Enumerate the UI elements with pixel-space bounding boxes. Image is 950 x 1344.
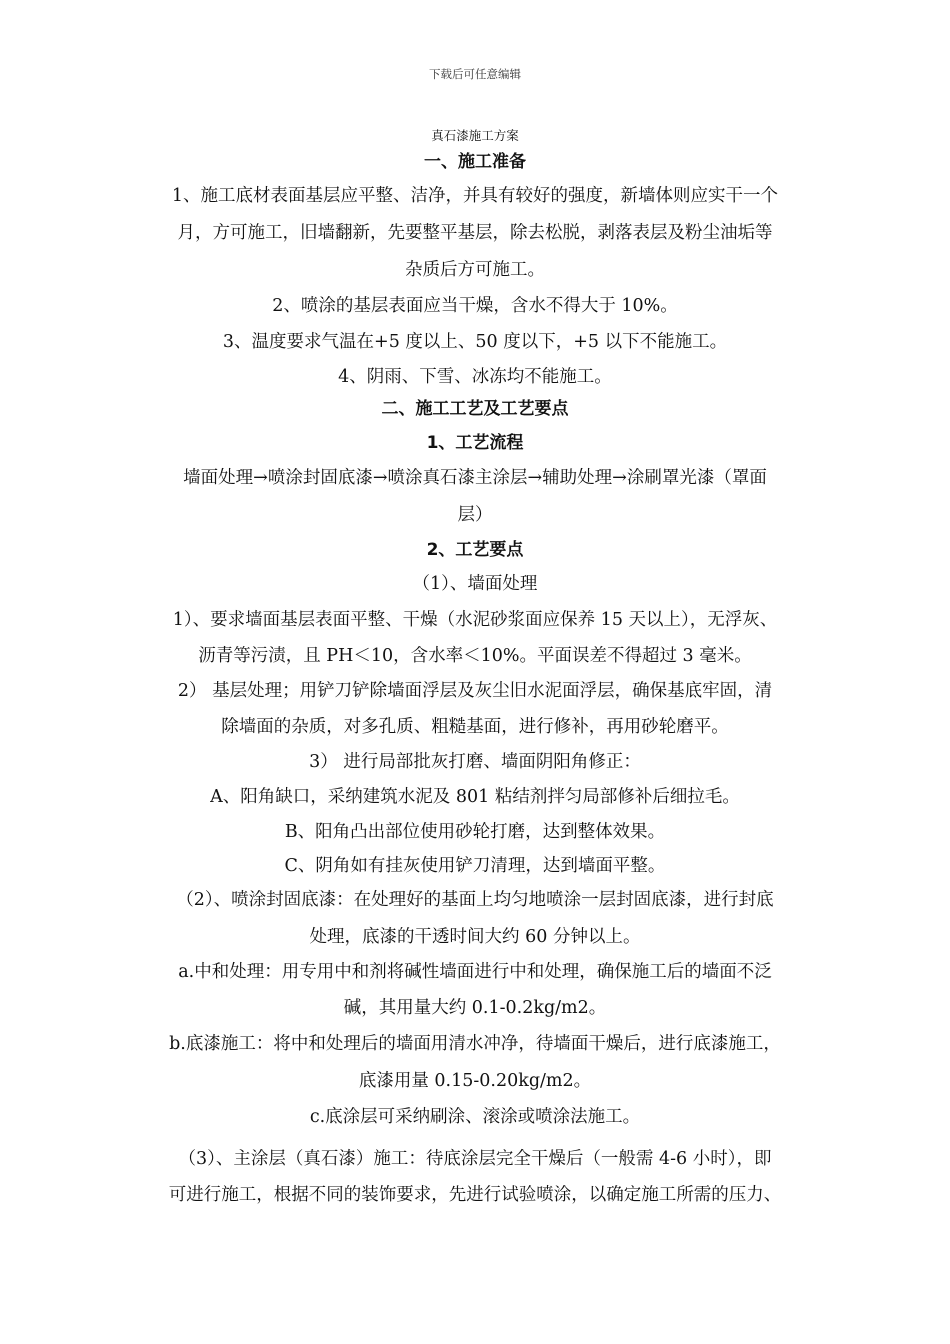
page-header: 下载后可任意编辑 (429, 67, 521, 81)
subsection-heading: 2、工艺要点 (426, 540, 524, 560)
paragraph-line: 3、温度要求气温在+5 度以上、50 度以下，+5 以下不能施工。 (222, 332, 728, 352)
paragraph-line: （1）、墙面处理 (412, 574, 538, 594)
paragraph-line: C、阴角如有挂灰使用铲刀清理，达到墙面平整。 (284, 856, 666, 876)
section-heading: 一、施工准备 (424, 152, 526, 172)
paragraph-line: 月，方可施工，旧墙翻新，先要整平基层，除去松脱，剥落表层及粉尘油垢等 (177, 223, 773, 243)
paragraph-line: 可进行施工，根据不同的装饰要求，先进行试验喷涂，以确定施工所需的压力、 (168, 1185, 782, 1205)
paragraph-line: 层） (457, 505, 493, 525)
section-heading: 二、施工工艺及工艺要点 (381, 399, 569, 419)
paragraph-line: 处理，底漆的干透时间大约 60 分钟以上。 (309, 927, 641, 947)
paragraph-line: 碱，其用量大约 0.1-0.2kg/m2。 (343, 998, 607, 1018)
paragraph-line: B、阳角凸出部位使用砂轮打磨，达到整体效果。 (284, 822, 666, 842)
paragraph-line: 墙面处理→喷涂封固底漆→喷涂真石漆主涂层→辅助处理→涂刷罩光漆（罩面 (183, 468, 767, 488)
paragraph-line: 沥青等污渍，且 PH＜10，含水率＜10%。平面误差不得超过 3 毫米。 (198, 646, 752, 666)
paragraph-line: 1、施工底材表面基层应平整、洁净，并具有较好的强度，新墙体则应实干一个 (171, 186, 779, 206)
paragraph-line: 杂质后方可施工。 (405, 260, 545, 280)
paragraph-line: c.底涂层可采纳刷涂、滚涂或喷涂法施工。 (309, 1107, 641, 1127)
paragraph-line: （2）、喷涂封固底漆：在处理好的基面上均匀地喷涂一层封固底漆，进行封底 (176, 890, 774, 910)
paragraph-line: 2） 基层处理；用铲刀铲除墙面浮层及灰尘旧水泥面浮层，确保基底牢固，清 (177, 681, 773, 701)
paragraph-line: 除墙面的杂质，对多孔质、粗糙基面，进行修补，再用砂轮磨平。 (221, 717, 729, 737)
paragraph-line: 4、阴雨、下雪、冰冻均不能施工。 (338, 367, 612, 387)
paragraph-line: A、阳角缺口，采纳建筑水泥及 801 粘结剂拌匀局部修补后细拉毛。 (210, 787, 740, 807)
paragraph-line: a.中和处理：用专用中和剂将碱性墙面进行中和处理，确保施工后的墙面不泛 (178, 962, 772, 982)
paragraph-line: （3）、主涂层（真石漆）施工：待底涂层完全干燥后（一般需 4-6 小时），即 (178, 1149, 772, 1169)
paragraph-line: 底漆用量 0.15-0.20kg/m2。 (358, 1071, 592, 1091)
paragraph-line: 2、喷涂的基层表面应当干燥，含水不得大于 10%。 (272, 296, 678, 316)
document-title: 真石漆施工方案 (431, 128, 519, 143)
paragraph-line: 3） 进行局部批灰打磨、墙面阴阳角修正： (309, 752, 641, 772)
subsection-heading: 1、工艺流程 (426, 433, 524, 453)
paragraph-line: 1）、要求墙面基层表面平整、干燥（水泥砂浆面应保养 15 天以上），无浮灰、 (172, 610, 778, 630)
paragraph-line: b.底漆施工：将中和处理后的墙面用清水冲净，待墙面干燥后，进行底漆施工， (169, 1034, 781, 1054)
